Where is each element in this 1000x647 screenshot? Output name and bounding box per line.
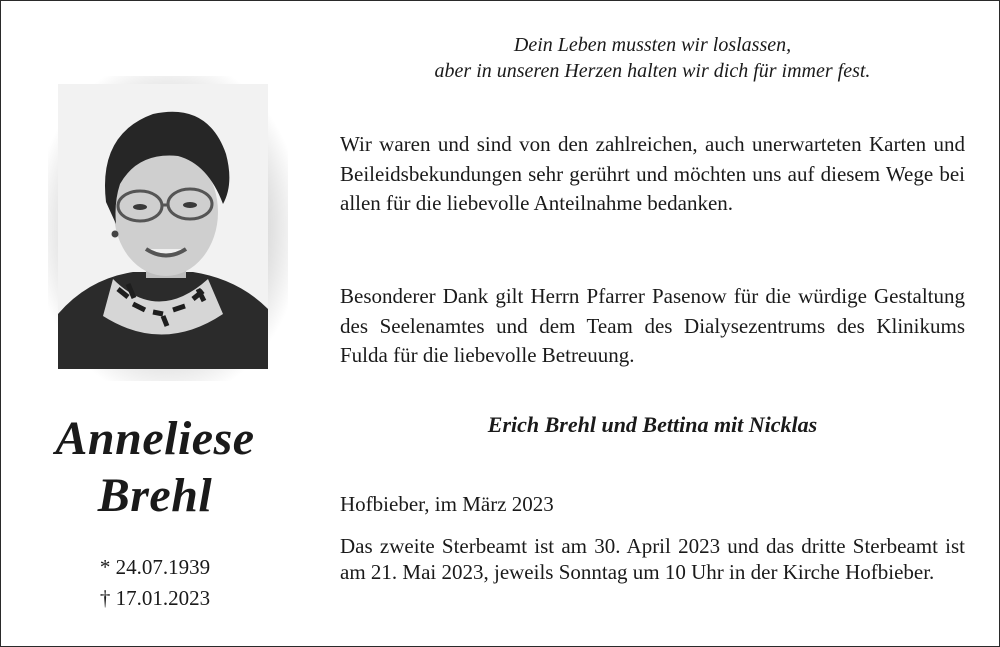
life-dates (20, 552, 290, 614)
first-name: Anneliese (55, 412, 255, 465)
motto (340, 32, 965, 84)
last-name: Brehl (97, 469, 213, 522)
mass-info-paragraph: Das zweite Sterbeamt ist am 30. April 2023 und das dritte Sterbeamt ist am 21. Mai 2023, jeweils Sonntag um 10 Uhr in der Kirche Hofbieber. (340, 534, 965, 584)
photo-shadow (48, 76, 288, 381)
portrait-icon (58, 84, 268, 369)
motto-line-2: aber in unseren Herzen halten wir dich für immer fest. (434, 60, 871, 82)
portrait-photo (58, 84, 268, 369)
special-thanks-paragraph: Besonderer Dank gilt Herrn Pfarrer Pasenow für die würdige Gestaltung des Seelenamtes und dem Team des Dialysezentrums des Klinikums Fulda für die liebevolle Betreuung. (340, 284, 965, 367)
place-date: Hofbieber, im März 2023 (340, 492, 554, 516)
death-date: † 17.01.2023 (99, 586, 211, 610)
signature: Erich Brehl und Bettina mit Nicklas (487, 412, 818, 437)
deceased-name (20, 410, 290, 524)
birth-date: * 24.07.1939 (99, 555, 211, 579)
motto-line-1: Dein Leben mussten wir loslassen, (513, 34, 792, 56)
thanks-paragraph: Wir waren und sind von den zahlreichen, auch unerwarteten Karten und Beileidsbekundungen sehr gerührt und möchten uns auf diesem Wege bei allen für die liebevolle Anteilnahme bedanken. (340, 132, 965, 215)
